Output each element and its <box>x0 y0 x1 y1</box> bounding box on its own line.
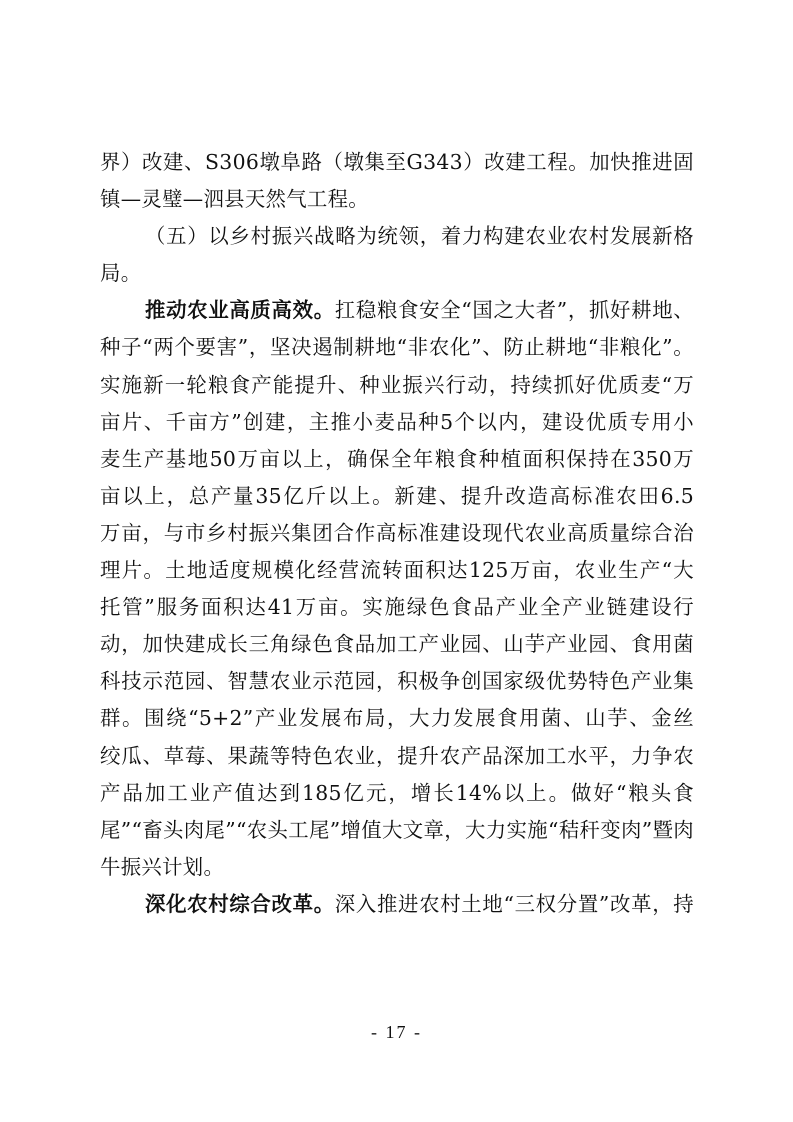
text-line: 万亩，与市乡村振兴集团合作高标准建设现代农业高质量综合治 <box>100 520 694 545</box>
text-line: 产品加工业产值达到185亿元，增长14%以上。做好“粮头食 <box>100 780 694 805</box>
text-line: 动，加快建成长三角绿色食品加工产业园、山芋产业园、食用菌 <box>100 632 694 657</box>
section-heading-end: 局。 <box>100 261 142 286</box>
text-line: 科技示范园、智慧农业示范园，积极争创国家级优势特色产业集 <box>100 669 694 694</box>
text-line: 亩以上，总产量35亿斤以上。新建、提升改造高标准农田6.5 <box>100 483 694 508</box>
text-line: 麦生产基地50万亩以上，确保全年粮食种植面积保持在350万 <box>100 446 694 471</box>
body-text <box>100 144 694 923</box>
text-line: 牛振兴计划。 <box>100 854 225 879</box>
paragraph-lead: 深化农村综合改革。 <box>145 891 335 916</box>
paragraph-text: 深入推进农村土地“三权分置”改革，持 <box>334 891 695 916</box>
text-line: 界）改建、S306墩阜路（墩集至G343）改建工程。加快推进固 <box>100 150 694 174</box>
text-line: 种子“两个要害”，坚决遏制耕地“非农化”、防止耕地“非粮化”。 <box>100 335 694 360</box>
text-line: 绞瓜、草莓、果蔬等特色农业，提升农产品深加工水平，力争农 <box>100 743 694 768</box>
text-line: 群。围绕“5+2”产业发展布局，大力发展食用菌、山芋、金丝 <box>100 706 694 731</box>
page-number: - 17 - <box>371 1022 422 1042</box>
section-heading: （五）以乡村振兴战略为统领，着力构建农业农村发展新格 <box>145 224 694 249</box>
text-line: 实施新一轮粮食产能提升、种业振兴行动，持续抓好优质麦“万 <box>100 372 694 397</box>
paragraph-first-line <box>100 886 694 923</box>
text-line: 理片。土地适度规模化经营流转面积达125万亩，农业生产“大 <box>100 558 694 583</box>
text-line: 尾”“畜头肉尾”“农头工尾”增值大文章，大力实施“秸秆变肉”暨肉 <box>100 817 694 842</box>
text-line: 镇—灵璧—泗县天然气工程。 <box>100 187 369 212</box>
text-line: 托管”服务面积达41万亩。实施绿色食品产业全产业链建设行 <box>100 595 694 620</box>
text-line: 亩片、千亩方”创建，主推小麦品种5个以内，建设优质专用小 <box>100 409 694 434</box>
paragraph-text: 扛稳粮食安全“国之大者”，抓好耕地、 <box>334 298 695 323</box>
paragraph-first-line <box>100 292 694 329</box>
paragraph-lead: 推动农业高质高效。 <box>145 298 335 323</box>
